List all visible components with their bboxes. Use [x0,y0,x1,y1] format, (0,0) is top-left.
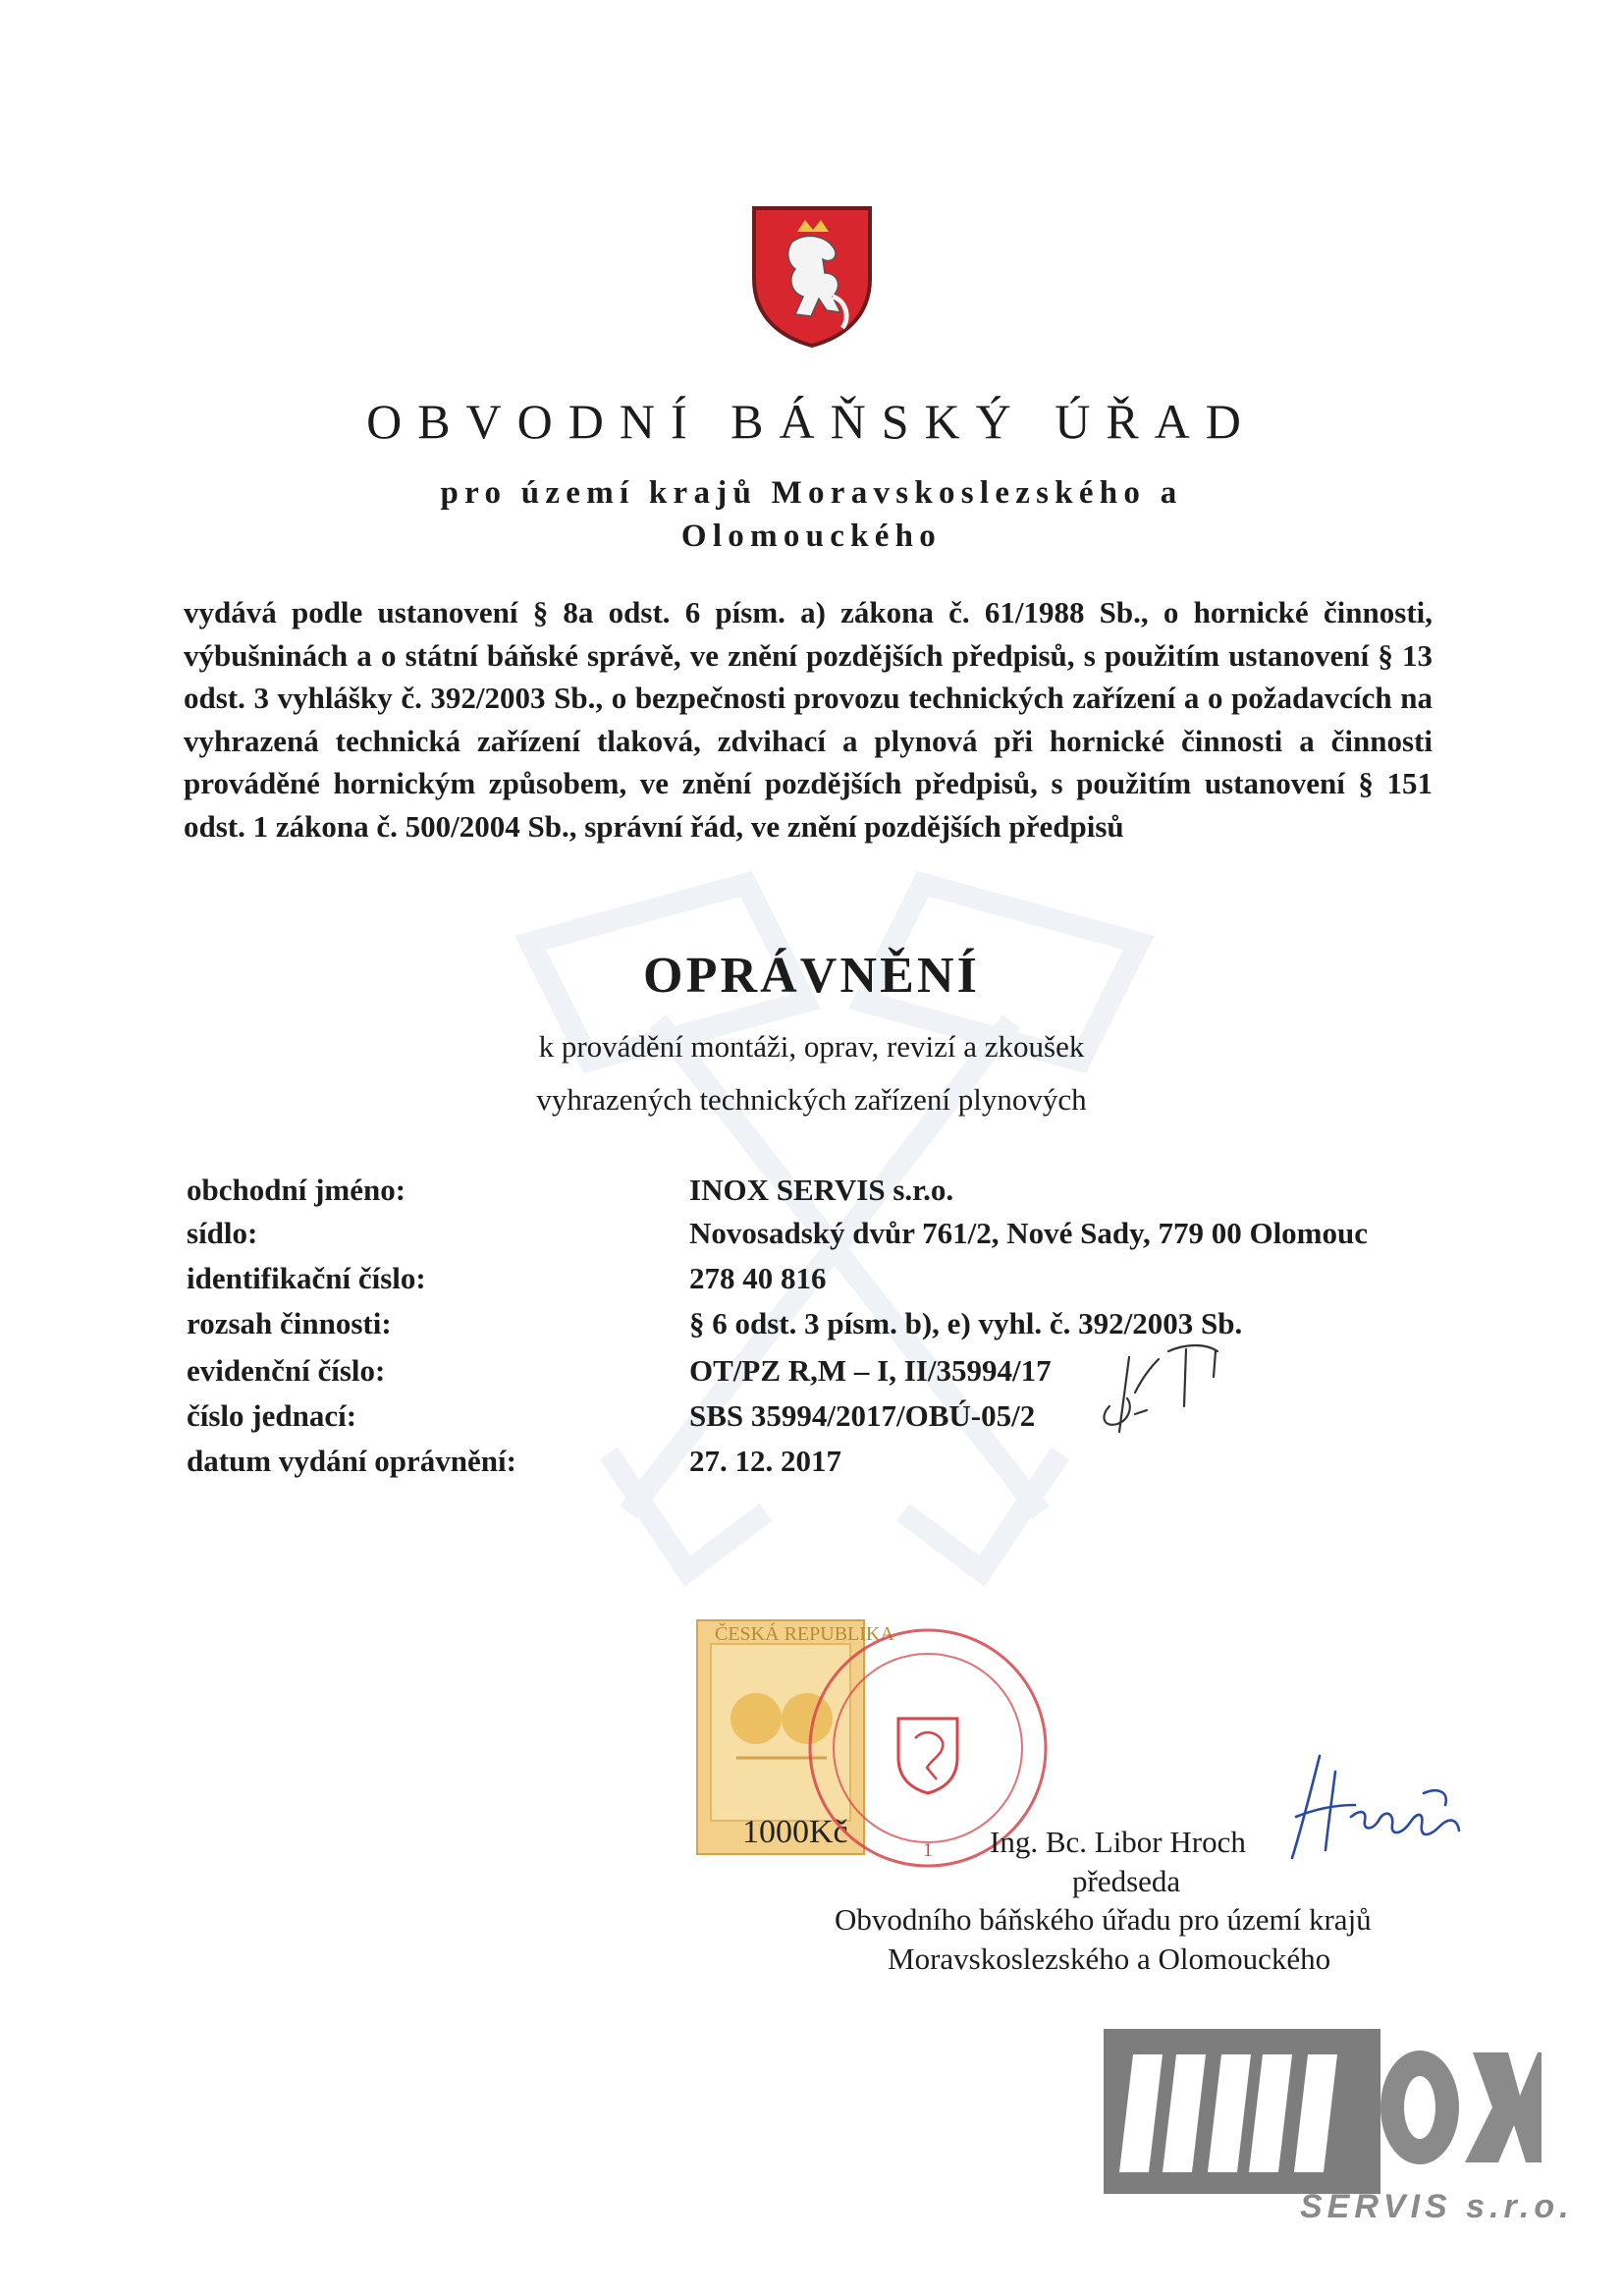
czech-coat-of-arms-icon [748,202,876,350]
signatory-organization-line1: Obvodního báňského úřadu pro území krajů [835,1902,1372,1937]
purpose-line2: vyhrazených technických zařízení plynových [536,1082,1087,1117]
revenue-stamp-and-official-seal [697,1611,1090,1905]
signatory-role: předseda [1072,1864,1181,1898]
legal-basis-paragraph: vydává podle ustanovení § 8a odst. 6 písm. a) zákona č. 61/1988 Sb., o hornické činnosti, výbušninách a o státní báňské správě, ve znění pozdějších předpisů, s použitím ustanovení § 13 odst. 3 vyhlášky č. 392/2003 Sb., o bezpečnosti provozu technických zařízení a o požadavcích na vyhrazená technická zařízení tlaková, zdvihací a plynová při hornické činnosti a činnosti prováděné hornickým způsobem, ve znění pozdějších předpisů, s použitím ustanovení § 151 odst. 1 zákona č. 500/2004 Sb., správní řád, ve znění pozdějších předpisů [184,595,1433,844]
label-registration-number: evidenční číslo: [187,1353,386,1388]
label-registered-office: sídlo: [187,1216,258,1250]
seal-number: 1 [923,1839,933,1861]
value-registered-office: Novosadský dvůr 761/2, Nové Sady, 779 00 Olomouc [689,1216,1369,1250]
revenue-stamp-value: 1000Kč [742,1814,848,1850]
value-registration-number: OT/PZ R,M – I, II/35994/17 [689,1353,1052,1388]
value-business-name: INOX SERVIS s.r.o. [689,1173,954,1207]
value-id-number: 278 40 816 [689,1261,827,1295]
signatory-name: Ing. Bc. Libor Hroch [990,1825,1246,1859]
authority-subtitle-line2: Olomouckého [680,519,943,554]
value-issue-date: 27. 12. 2017 [689,1444,841,1478]
authority-title: OBVODNÍ BÁŇSKÝ ÚŘAD [366,394,1257,449]
value-reference-number: SBS 35994/2017/OBÚ-05/2 [689,1398,1036,1433]
authority-subtitle-line1: pro území krajů Moravskoslezského a [440,475,1183,511]
purpose-line1: k provádění montáži, oprav, revizí a zkoušek [538,1029,1085,1064]
signatory-organization-line2: Moravskoslezského a Olomouckého [888,1941,1331,1976]
logo-tagline: SERVIS s.r.o. [1300,2188,1574,2225]
handwritten-initials-mark [1090,1338,1237,1446]
label-id-number: identifikační číslo: [187,1261,426,1295]
revenue-stamp-country: ČESKÁ REPUBLIKA [715,1623,894,1645]
inox-servis-logo [1090,2025,1574,2225]
label-issue-date: datum vydání oprávnění: [187,1444,516,1478]
label-scope: rozsah činnosti: [187,1306,392,1340]
value-scope: § 6 odst. 3 písm. b), e) vyhl. č. 392/2003 Sb. [689,1306,1243,1340]
document-heading: OPRÁVNĚNÍ [643,948,980,1004]
label-business-name: obchodní jméno: [187,1173,406,1207]
label-reference-number: číslo jednací: [187,1398,357,1433]
handwritten-signature [1276,1748,1473,1866]
